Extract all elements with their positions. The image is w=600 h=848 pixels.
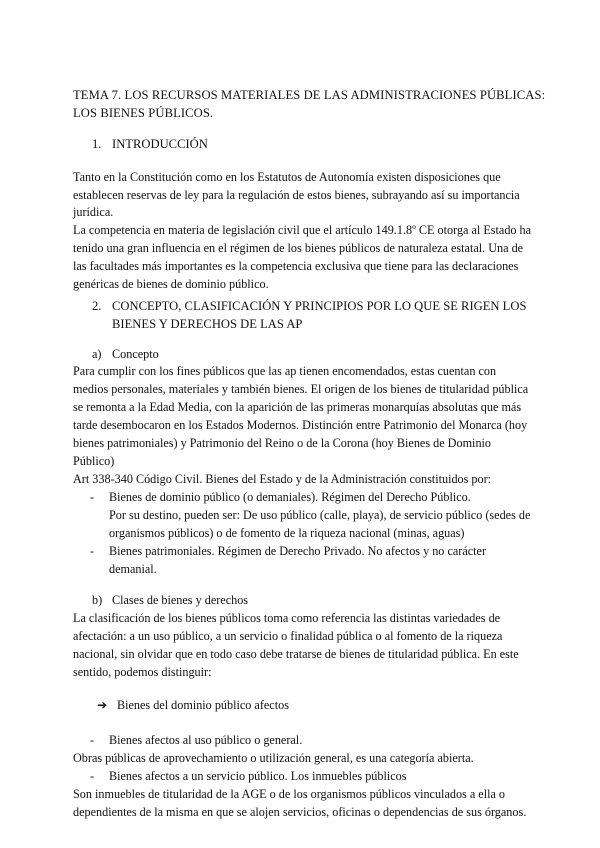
paragraph-line: La competencia en materia de legislación civil que el artículo 149.1.8º CE otorga al Estado ha [73,223,532,237]
paragraph-line: Para cumplir con los fines públicos que las ap tienen encomendados, estas cuentan con [73,364,497,378]
section-1-heading [92,135,538,153]
paragraph-line: las facultades más importantes es la competencia exclusiva que tiene para las declaraciones [73,259,519,273]
document-title-line-1: TEMA 7. LOS RECURSOS MATERIALES DE LAS ADMINISTRACIONES PÚBLICAS: [73,88,546,102]
paragraph-line: se remonta a la Edad Media, con la aparición de las primeras monarquías absolutas que más [73,400,522,414]
list-item-line: organismos públicos) o de fomento de la riqueza nacional (minas, aguas) [109,526,465,540]
dash-bullet: - [90,769,95,783]
section-2-number: 2. [92,299,102,313]
paragraph-line: Son inmuebles de titularidad de la AGE o de los organismos públicos vinculados a ella o [73,787,506,801]
arrow-list-item: Bienes del dominio público afectos [117,698,289,712]
subsection-b-label: b) [92,593,103,607]
paragraph-line: jurídica. [73,205,114,219]
paragraph-line: Obras públicas de aprovechamiento o utilización general, es una categoría abierta. [73,751,474,765]
subsection-b-title: Clases de bienes y derechos [112,593,249,607]
section-2-heading [92,297,538,315]
subsection-b-heading [92,591,538,609]
section-2-title-line-1: CONCEPTO, CLASIFICACIÓN Y PRINCIPIOS POR LO QUE SE RIGEN LOS [112,299,527,313]
subsection-a-label: a) [92,347,102,361]
paragraph-line: nacional, sin olvidar que en todo caso debe tratarse de bienes de titularidad pública. En este [73,647,519,661]
paragraph-line: afectación: a un uso público, a un servicio o finalidad pública o al fomento de la riqueza [73,629,503,643]
section-1-number: 1. [92,137,102,151]
dash-bullet: - [90,733,95,747]
subsection-a-heading [92,345,538,363]
list-item-line: Bienes patrimoniales. Régimen de Derecho Privado. No afectos y no carácter [109,544,486,558]
list-item-line: Bienes de dominio público (o demaniales). Régimen del Derecho Público. [109,490,471,504]
paragraph-line: Tanto en la Constitución como en los Estatutos de Autonomía existen disposiciones que [73,170,501,184]
paragraph-line: genéricas de bienes de dominio público. [73,277,269,291]
section-1-title: INTRODUCCIÓN [112,137,208,151]
paragraph-line: La clasificación de los bienes públicos toma como referencia las distintas variedades de [73,611,501,625]
paragraph-line: Art 338-340 Código Civil. Bienes del Estado y de la Administración constituidos por: [73,472,492,486]
paragraph-line: sentido, podemos distinguir: [73,665,212,679]
paragraph-line: Público) [73,454,115,468]
paragraph-line: medios personales, materiales y también bienes. El origen de los bienes de titularidad pública [73,382,529,396]
dash-bullet: - [90,490,95,504]
arrow-bullet-icon: ➔ [97,698,108,712]
paragraph-line: tenido una gran influencia en el régimen de los bienes públicos de naturaleza estatal. Una de [73,241,524,255]
list-item-line: Por su destino, pueden ser: De uso público (calle, playa), de servicio público (sedes de [109,508,531,522]
list-item-line: demanial. [109,562,157,576]
paragraph-line: dependientes de la misma en que se alojen servicios, oficinas o dependencias de sus órganos. [73,805,527,819]
paragraph-line: tarde desembocaron en los Estados Modernos. Distinción entre Patrimonio del Monarca (hoy [73,418,528,432]
paragraph-line: bienes patrimoniales) y Patrimonio del Reino o de la Corona (hoy Bienes de Dominio [73,436,492,450]
section-2-title-line-2: BIENES Y DERECHOS DE LAS AP [112,317,303,331]
paragraph-line: establecen reservas de ley para la regulación de estos bienes, subrayando así su importancia [73,188,520,202]
list-item-line: Bienes afectos a un servicio público. Los inmuebles públicos [109,769,407,783]
dash-bullet: - [90,544,95,558]
subsection-a-title: Concepto [112,347,159,361]
list-item-line: Bienes afectos al uso público o general. [109,733,303,747]
document-title-line-2: LOS BIENES PÚBLICOS. [73,106,214,120]
